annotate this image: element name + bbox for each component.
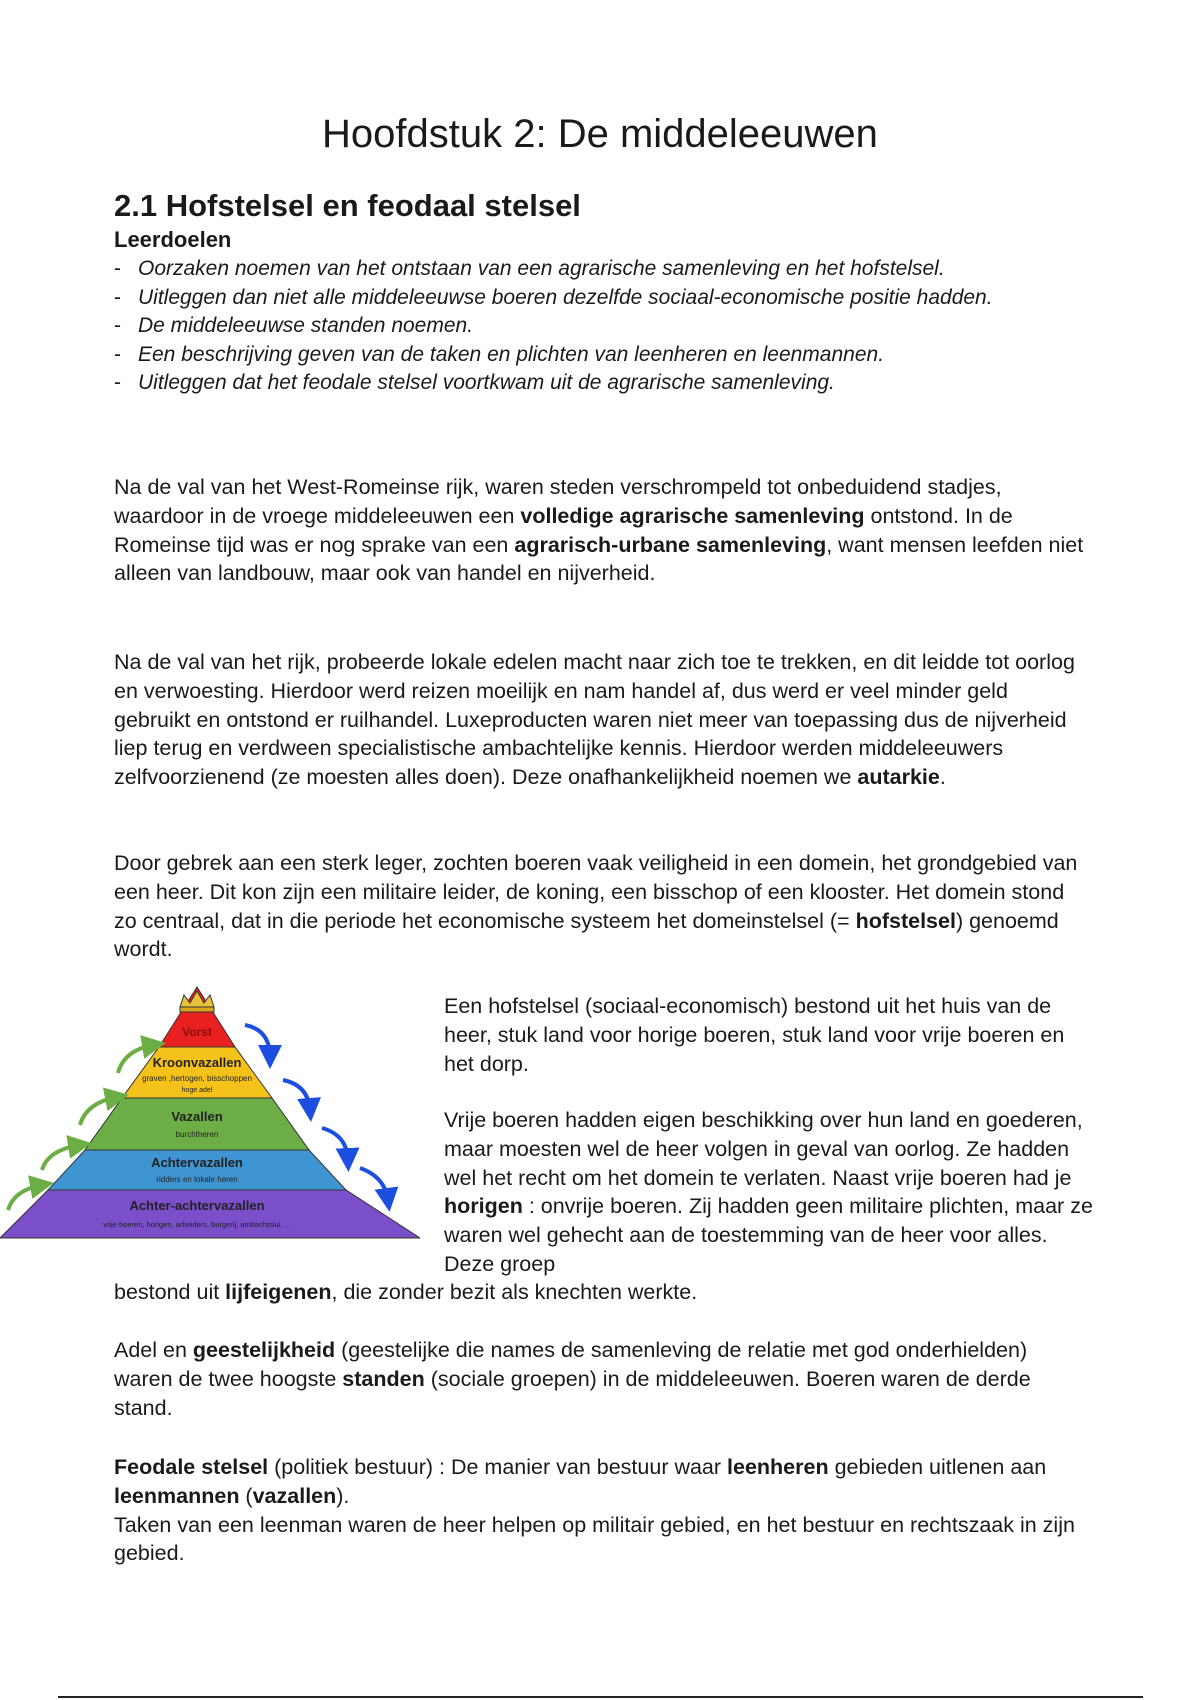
paragraph-estates: Adel en geestelijkheid (geestelijke die names de samenleving de relatie met god onderhielden) waren de twee hoogste standen (sociale groepen) in de middeleeuwen. Boeren waren de derde stand. bbox=[114, 1338, 1031, 1420]
pyramid-label-vorst: Vorst bbox=[182, 1025, 212, 1039]
pyramid-sub2-kroonvazallen: hoge adel bbox=[181, 1087, 213, 1094]
pyramid-label-kroonvazallen: Kroonvazallen bbox=[152, 1055, 242, 1070]
section-title: 2.1 Hofstelsel en feodaal stelsel bbox=[114, 188, 581, 223]
bullet-dash: - bbox=[114, 257, 121, 280]
feudal-pyramid-diagram bbox=[0, 985, 420, 1240]
footer-divider bbox=[58, 1696, 1143, 1698]
paragraph-manor-system: Een hofstelsel (sociaal-economisch) bestond uit het huis van de heer, stuk land voor horige boeren, stuk land voor vrije boeren en het dorp. bbox=[444, 994, 1065, 1076]
pyramid-sub-achter-achtervazallen: vrije boeren, horigen, arbeiders, burgerij, ambachtslui, ... bbox=[103, 1220, 291, 1229]
pyramid-label-achtervazallen: Achtervazallen bbox=[151, 1155, 243, 1170]
paragraph-feudal-system: Feodale stelsel (politiek bestuur) : De manier van bestuur waar leenheren gebieden uitlenen aan leenmannen (vazallen). Taken van een leenman waren de heer helpen op militair gebied, en het bestuur en rechtszaak in zijn gebied. bbox=[114, 1455, 1075, 1566]
list-item: - De middeleeuwse standen noemen. bbox=[114, 312, 1074, 341]
learning-goals-list bbox=[114, 255, 1074, 398]
list-item: - Uitleggen dat het feodale stelsel voortkwam uit de agrarische samenleving. bbox=[114, 369, 1074, 398]
bullet-dash: - bbox=[114, 285, 121, 309]
pyramid-label-achter-achtervazallen: Achter-achtervazallen bbox=[129, 1198, 265, 1213]
list-item: - Een beschrijving geven van de taken en plichten van leenheren en leenmannen. bbox=[114, 341, 1074, 370]
bullet-dash: - bbox=[114, 342, 121, 366]
paragraph-autarky: Na de val van het rijk, probeerde lokale edelen macht naar zich toe te trekken, en dit leidde tot oorlog en verwoesting. Hierdoor werd reizen moeilijk en nam handel af, dus werd er veel minder geld gebruikt en ontstond er ruilhandel. Luxeproducten waren niet meer van toepassing dus de nijverheid liep terug en verdween specialistische ambachtelijke kennis. Hierdoor werden middeleeuwers zelfvoorzienend (ze moesten alles doen). Deze onafhankelijkheid noemen we autarkie. bbox=[114, 650, 1075, 790]
paragraph-serfs: bestond uit lijfeigenen, die zonder bezit als knechten werkte. bbox=[114, 1280, 698, 1304]
pyramid-sub-vazallen: burchtheren bbox=[175, 1130, 219, 1139]
list-item: - Uitleggen dan niet alle middeleeuwse boeren dezelfde sociaal-economische positie hadden. bbox=[114, 284, 1074, 313]
pyramid-sub-kroonvazallen: graven ,hertogen, bisschoppen bbox=[142, 1074, 252, 1083]
paragraph-free-farmers: Vrije boeren hadden eigen beschikking over hun land en goederen, maar moesten wel de heer volgen in geval van oorlog. Ze hadden wel het recht om het domein te verlaten. Naast vrije boeren had je horigen : onvrije boeren. Zij hadden geen militaire plichten, maar ze waren wel gehecht aan de toestemming van de heer voor alles. Deze groep bbox=[444, 1108, 1093, 1276]
pyramid-level-vazallen bbox=[85, 1098, 309, 1150]
bullet-dash: - bbox=[114, 371, 121, 394]
list-item: - Oorzaken noemen van het ontstaan van een agrarische samenleving en het hofstelsel. bbox=[114, 255, 1074, 284]
pyramid-label-vazallen: Vazallen bbox=[171, 1109, 223, 1124]
crown-icon bbox=[180, 991, 214, 1012]
page-title: Hoofdstuk 2: De middeleeuwen bbox=[322, 112, 878, 156]
bullet-dash: - bbox=[114, 314, 121, 337]
paragraph-agrarian-society: Na de val van het West-Romeinse rijk, waren steden verschrompeld tot onbeduidend stadjes, waardoor in de vroege middeleeuwen een volledige agrarische samenleving ontstond. In de Romeinse tijd was er nog sprake van een agrarisch-urbane samenleving, want mensen leefden niet alleen van landbouw, maar ook van handel en nijverheid. bbox=[114, 475, 1084, 586]
pyramid-sub-achtervazallen: ridders en lokale heren bbox=[156, 1175, 238, 1184]
paragraph-domain-system: Door gebrek aan een sterk leger, zochten boeren vaak veiligheid in een domein, het grondgebied van een heer. Dit kon zijn een militaire leider, de koning, een bisschop of een klooster. Het domein stond zo centraal, dat in die periode het economische systeem het domeinstelsel (= hofstelsel) genoemd wordt. bbox=[114, 851, 1078, 962]
goals-heading: Leerdoelen bbox=[114, 227, 232, 252]
